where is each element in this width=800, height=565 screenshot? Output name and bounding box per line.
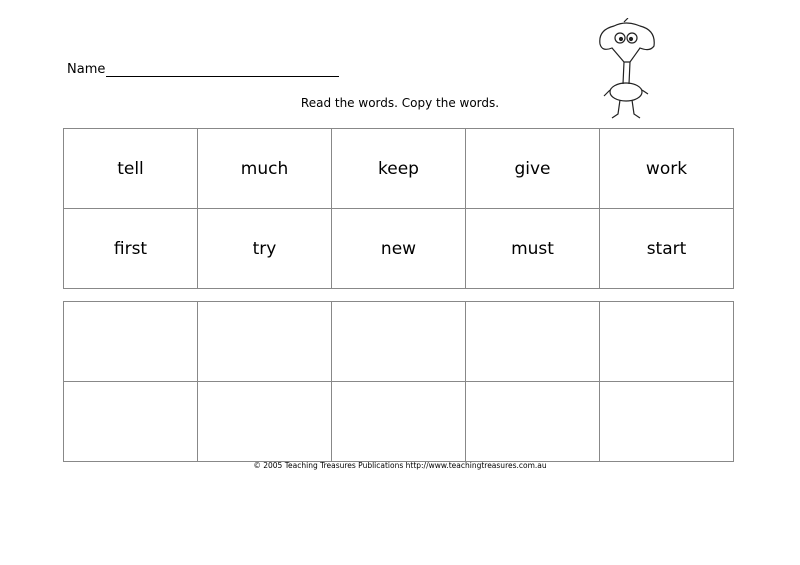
copy-cell[interactable]: [64, 382, 198, 462]
copy-cell[interactable]: [332, 382, 466, 462]
name-line[interactable]: [106, 62, 339, 77]
name-field[interactable]: [67, 62, 339, 77]
word-cell: give: [466, 129, 600, 209]
word-cell: keep: [332, 129, 466, 209]
word-cell: must: [466, 209, 600, 289]
table-row: [64, 382, 734, 462]
word-cell: new: [332, 209, 466, 289]
name-label: Name: [67, 62, 106, 77]
copy-cell[interactable]: [600, 382, 734, 462]
table-row: [64, 209, 734, 289]
word-cell: much: [198, 129, 332, 209]
copy-cell[interactable]: [198, 382, 332, 462]
copy-cell[interactable]: [64, 302, 198, 382]
copy-cell[interactable]: [198, 302, 332, 382]
table-row: [64, 302, 734, 382]
table-row: [64, 129, 734, 209]
word-cell: try: [198, 209, 332, 289]
copy-cell[interactable]: [466, 302, 600, 382]
word-cell: work: [600, 129, 734, 209]
word-cell: tell: [64, 129, 198, 209]
word-table: [63, 128, 734, 289]
copyright-footer: © 2005 Teaching Treasures Publications http://www.teachingtreasures.com.au: [253, 461, 547, 470]
word-cell: start: [600, 209, 734, 289]
word-cell: first: [64, 209, 198, 289]
copy-cell[interactable]: [466, 382, 600, 462]
instruction-text: Read the words. Copy the words.: [300, 96, 500, 110]
copy-cell[interactable]: [332, 302, 466, 382]
copy-table: [63, 301, 734, 462]
copy-cell[interactable]: [600, 302, 734, 382]
